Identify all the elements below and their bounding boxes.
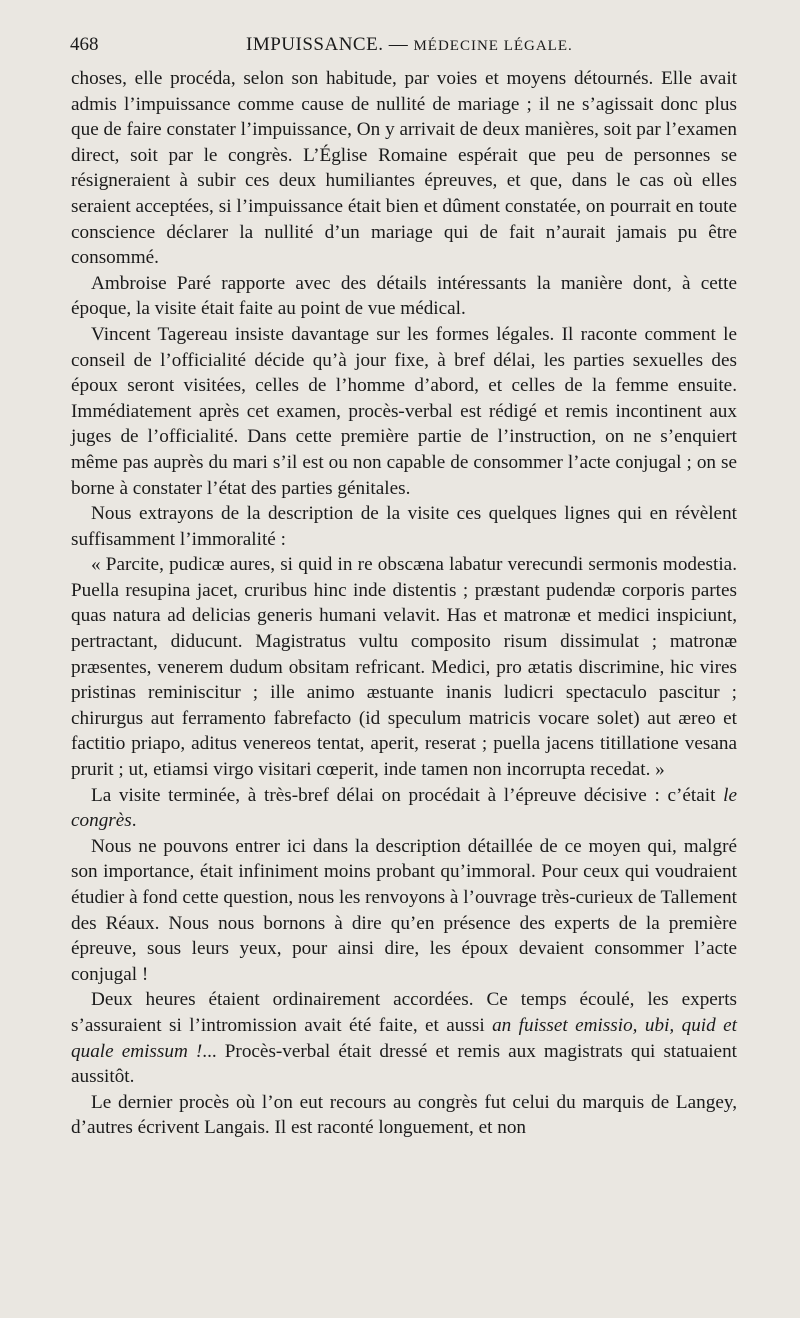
paragraph-6-end: . — [131, 810, 137, 832]
paragraph-1: choses, elle procéda, selon son habitude, par voies et moyens détournés. Elle avait admis l’impuissance comme cause de nullité de mariage ; il ne s’agissait donc plus que de faire constater l’impuissance, On y arrivait de deux manières, soit par l’examen direct, soit par le congrès. L’Église Romaine espérait que peu de personnes se résigneraient à subir ces deux humiliantes épreuves, et que, dans le cas où elles seraient acceptées, si l’impuissance était bien et dûment constatée, on pourrait en toute conscience déclarer la nullité d’un mariage qui de fait n’aurait jamais pu être consommé. — [71, 68, 737, 269]
paragraph-8-end: ... Procès-verbal était dressé et remis aux magistrats qui statuaient aussitôt. — [71, 1040, 737, 1088]
running-title — [246, 34, 573, 56]
paragraph-7: Nous ne pouvons entrer ici dans la description détaillée de ce moyen qui, malgré son importance, était infiniment moins probant qu’immoral. Pour ceux qui voudraient étudier à fond cette question, nous les renvoyons à l’ouvrage très-curieux de Tallement des Réaux. Nous nous bornons à dire qu’en présence des experts de la première épreuve, sous leurs yeux, pour ainsi dire, les époux devaient consommer l’acte conjugal ! — [71, 835, 737, 985]
body-text — [71, 66, 737, 1141]
running-title-main: IMPUISSANCE. — [246, 34, 384, 55]
latin-quotation: « Parcite, pudicæ aures, si quid in re obscæna labatur verecundi sermonis modestia. Puella resupina jacet, cruribus hinc inde distentis ; præstant pudendæ corporis partes quas natura ad delicias generis humani velavit. Has et matronæ et medici inspiciunt, pertractant, diducunt. Magistratus vultu composito risum dissimulat ; matronæ præsentes, venerem dudum obsitam refricant. Medici, pro ætatis discrimine, hic vires pristinas reminiscitur ; ille animo æstuante inanis ludicri spectaculo pascitur ; chirurgus aut ferramento fabrefacto (id speculum matricis vocare solet) aut æreo et factitio priapo, aditus venereos tentat, aperit, reserat ; puella jacens titillatione vesana prurit ; ut, etiamsi virgo visitari cœperit, inde tamen non incorrupta recedat. » — [71, 554, 737, 781]
paragraph-6 — [71, 783, 737, 834]
paragraph-8 — [71, 987, 737, 1089]
paragraph-6-text: La visite terminée, à très-bref délai on procédait à l’épreuve décisive : c’était — [91, 784, 724, 806]
paragraph-6-italic: le congrès — [71, 784, 737, 832]
page-number: 468 — [70, 34, 99, 55]
paragraph-4: Nous extrayons de la description de la visite ces quelques lignes qui en révèlent suffisamment l’immoralité : — [71, 503, 737, 550]
paragraph-8-italic: an fuisset emissio, ubi, quid et quale emissum ! — [71, 1014, 737, 1062]
paragraph-3: Vincent Tagereau insiste davantage sur les formes légales. Il raconte comment le conseil de l’officialité décide qu’à jour fixe, à bref délai, les parties sexuelles des époux seront visitées, celles de l’homme d’abord, et celles de la femme ensuite. Immédiatement après cet examen, procès-verbal est rédigé et remis incontinent aux juges de l’officialité. Dans cette première partie de l’instruction, on ne s’enquiert même pas auprès du mari s’il est ou non capable de consommer l’acte conjugal ; on se borne à constater l’état des parties génitales. — [71, 323, 737, 499]
paragraph-8-text: Deux heures étaient ordinairement accordées. Ce temps écoulé, les experts s’assuraient si l’intromission avait été faite, et aussi — [71, 989, 737, 1036]
running-title-subtitle: MÉDECINE LÉGALE. — [413, 38, 573, 54]
running-header — [70, 32, 750, 62]
paragraph-2: Ambroise Paré rapporte avec des détails intéressants la manière dont, à cette époque, la visite était faite au point de vue médical. — [71, 272, 737, 320]
running-title-separator: — — [383, 34, 414, 55]
paragraph-9: Le dernier procès où l’on eut recours au congrès fut celui du marquis de Langey, d’autres écrivent Langais. Il est raconté longuement, et non — [71, 1091, 737, 1139]
